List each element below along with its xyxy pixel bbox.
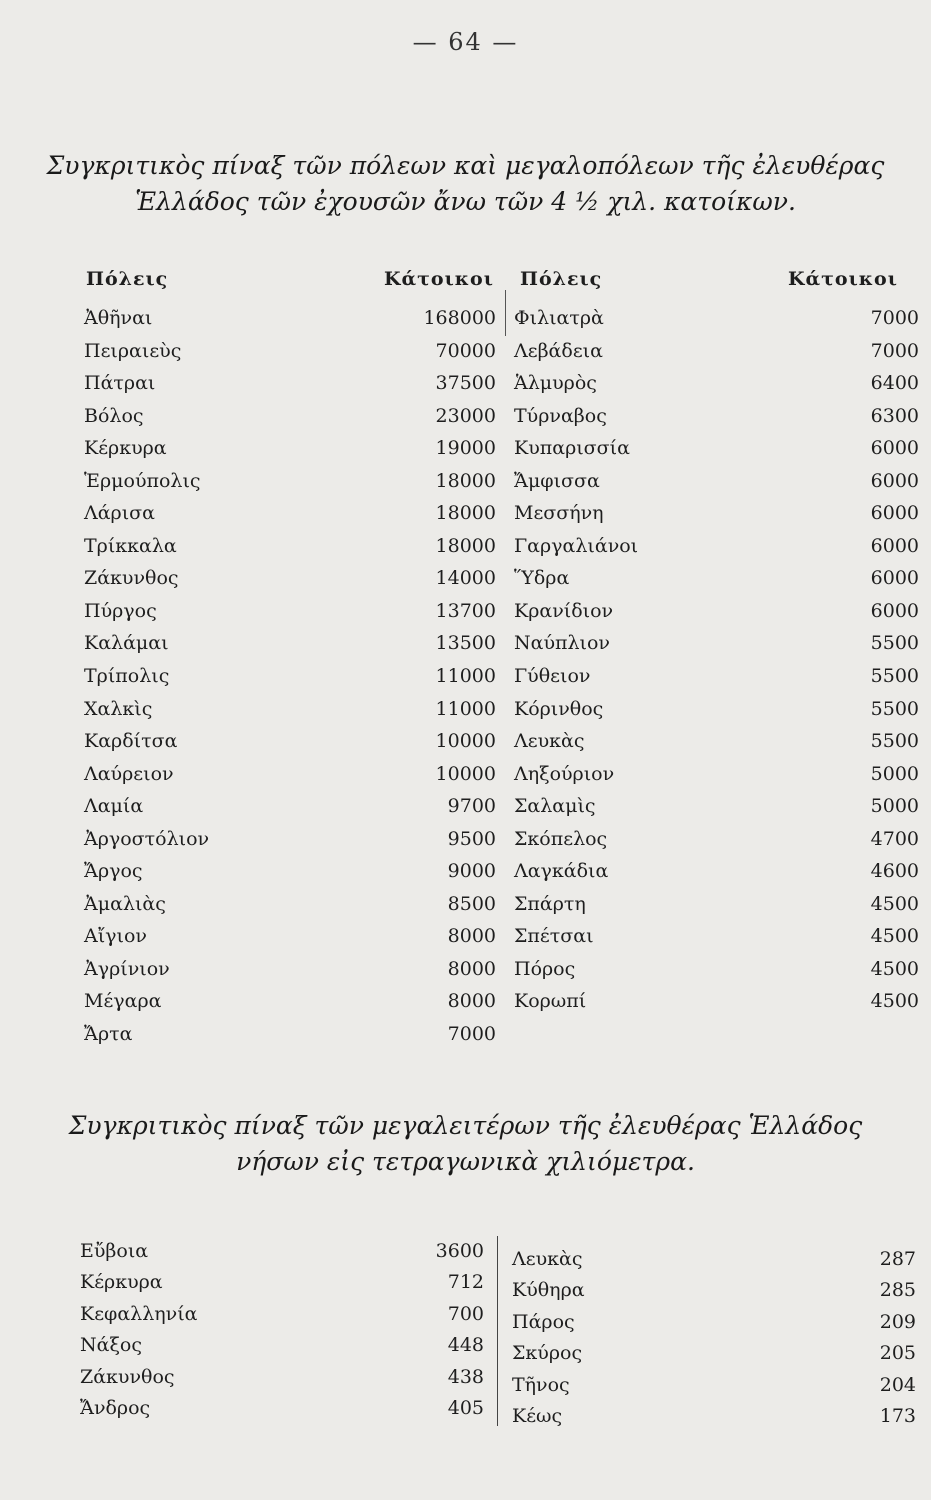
city-population: 8500: [447, 892, 496, 915]
table-row: [84, 790, 496, 823]
city-population: 5000: [870, 795, 919, 818]
city-name: Ἄρτα: [84, 1023, 133, 1046]
table-row: [80, 1236, 484, 1267]
city-population: 6000: [870, 599, 919, 622]
city-name: Ἄργος: [84, 860, 143, 883]
city-name: Ἀγρίνιον: [84, 957, 170, 980]
table-row: [80, 1330, 484, 1361]
table-row: [80, 1267, 484, 1298]
city-population: 6000: [870, 469, 919, 492]
table-row: [84, 660, 496, 693]
city-population: 168000: [423, 307, 496, 329]
header-cities-right: Πόλεις: [520, 268, 603, 290]
table-row: [84, 953, 496, 986]
table-row: [514, 823, 919, 856]
island-area: 205: [879, 1342, 916, 1365]
table-row: [514, 465, 919, 498]
cities-table-title: [0, 148, 931, 220]
islands-left-column: [80, 1236, 484, 1424]
table-row: [512, 1370, 916, 1401]
table-row: [514, 432, 919, 465]
table-row: [84, 758, 496, 791]
table-row: [514, 790, 919, 823]
city-population: 23000: [435, 404, 496, 427]
city-population: 5500: [870, 697, 919, 720]
table-row: [514, 335, 919, 368]
city-population: 19000: [435, 437, 496, 460]
city-population: 5500: [870, 730, 919, 753]
table-row: [514, 400, 919, 433]
table-row: [514, 920, 919, 953]
city-population: 8000: [447, 925, 496, 948]
island-name: Κεφαλληνία: [80, 1302, 198, 1325]
city-population: 37500: [435, 372, 496, 395]
city-name: Λεβάδεια: [514, 339, 603, 362]
city-population: 6400: [870, 372, 919, 395]
city-population: 18000: [435, 502, 496, 525]
table-row: [84, 595, 496, 628]
city-population: 9500: [447, 827, 496, 850]
city-population: 10000: [435, 730, 496, 753]
city-name: Φιλιατρὰ: [514, 307, 604, 329]
city-population: 18000: [435, 469, 496, 492]
cities-left-column: [84, 302, 496, 1051]
city-name: Σπάρτη: [514, 892, 586, 915]
table-row: [84, 855, 496, 888]
table-row: [80, 1299, 484, 1330]
island-name: Σκύρος: [512, 1342, 583, 1365]
header-population-right: Κάτοικοι: [788, 268, 898, 290]
table-row: [84, 530, 496, 563]
cities-table: [0, 268, 931, 1048]
table-row: [84, 1018, 496, 1051]
city-population: 4500: [870, 892, 919, 915]
table-row: [512, 1401, 916, 1432]
table-row: [514, 367, 919, 400]
city-name: Μέγαρα: [84, 990, 162, 1013]
table-row: [512, 1244, 916, 1275]
city-population: 4500: [870, 925, 919, 948]
city-name: Κέρκυρα: [84, 437, 167, 460]
island-area: 204: [879, 1373, 916, 1396]
island-name: Ἄνδρος: [80, 1396, 151, 1419]
city-population: 14000: [435, 567, 496, 590]
city-population: 11000: [435, 665, 496, 688]
table-row: [514, 660, 919, 693]
city-name: Καλάμαι: [84, 632, 169, 655]
city-name: Λαμία: [84, 795, 144, 818]
table-row: [514, 953, 919, 986]
table-row: [80, 1393, 484, 1424]
table-row: [514, 497, 919, 530]
island-area: 173: [879, 1404, 916, 1427]
column-divider: [497, 1236, 498, 1426]
table-row: [514, 985, 919, 1018]
table-row: [84, 562, 496, 595]
city-population: 4600: [870, 860, 919, 883]
city-population: 8000: [447, 990, 496, 1013]
island-area: 712: [447, 1271, 484, 1294]
city-population: 10000: [435, 762, 496, 785]
table-row: [84, 465, 496, 498]
table-row: [514, 530, 919, 563]
table-row: [514, 562, 919, 595]
city-name: Κόρινθος: [514, 697, 604, 720]
table-row: [84, 888, 496, 921]
island-area: 448: [447, 1334, 484, 1357]
city-name: Λαγκάδια: [514, 860, 609, 883]
city-population: 7000: [870, 307, 919, 329]
island-name: Τῆνος: [512, 1373, 570, 1396]
table-row: [84, 400, 496, 433]
table-row: [514, 855, 919, 888]
city-population: 6000: [870, 437, 919, 460]
city-population: 9700: [447, 795, 496, 818]
city-name: Τύρναβος: [514, 404, 607, 427]
city-name: Λευκὰς: [514, 730, 585, 753]
city-name: Ναύπλιον: [514, 632, 610, 655]
island-name: Πάρος: [512, 1310, 575, 1333]
table-row: [84, 693, 496, 726]
island-name: Ζάκυνθος: [80, 1365, 175, 1388]
island-name: Κύθηρα: [512, 1279, 585, 1302]
city-name: Τρίκκαλα: [84, 534, 177, 557]
table-row: [84, 725, 496, 758]
table-row: [514, 725, 919, 758]
city-name: Ἀθῆναι: [84, 307, 153, 329]
island-area: 405: [447, 1396, 484, 1419]
city-name: Χαλκὶς: [84, 697, 153, 720]
city-name: Ληξούριον: [514, 762, 615, 785]
city-population: 5500: [870, 632, 919, 655]
cities-title-line-1: Συγκριτικὸς πίναξ τῶν πόλεων καὶ μεγαλοπόλεων τῆς ἐλευθέρας: [46, 151, 885, 180]
city-name: Πύργος: [84, 599, 157, 622]
table-row: [514, 693, 919, 726]
city-name: Γύθειον: [514, 665, 591, 688]
table-row: [512, 1338, 916, 1369]
city-name: Τρίπολις: [84, 665, 170, 688]
city-name: Σαλαμὶς: [514, 795, 596, 818]
city-name: Ἑρμούπολις: [84, 469, 201, 492]
city-name: Καρδίτσα: [84, 730, 178, 753]
city-population: 4700: [870, 827, 919, 850]
cities-right-column: [514, 302, 919, 1018]
table-row: [84, 367, 496, 400]
city-name: Αἴγιον: [84, 925, 147, 948]
island-name: Εὔβοια: [80, 1240, 149, 1262]
city-name: Ἄμφισσα: [514, 469, 600, 492]
island-area: 700: [447, 1302, 484, 1325]
table-row: [84, 823, 496, 856]
table-row: [84, 335, 496, 368]
city-population: 11000: [435, 697, 496, 720]
city-name: Πειραιεὺς: [84, 339, 182, 362]
city-name: Ἁλμυρὸς: [514, 372, 597, 395]
island-name: Κέρκυρα: [80, 1271, 163, 1294]
table-row: [514, 595, 919, 628]
page-number: — 64 —: [412, 28, 519, 56]
islands-title-line-2: νήσων εἰς τετραγωνικὰ χιλιόμετρα.: [236, 1147, 695, 1176]
table-row: [84, 920, 496, 953]
city-population: 13500: [435, 632, 496, 655]
table-row: [514, 627, 919, 660]
column-divider: [505, 290, 506, 336]
city-name: Μεσσήνη: [514, 502, 604, 525]
islands-table-title: [0, 1108, 931, 1180]
island-area: 209: [879, 1310, 916, 1333]
city-name: Πάτραι: [84, 372, 156, 395]
city-name: Ἀργοστόλιον: [84, 827, 210, 850]
city-name: Λάρισα: [84, 502, 155, 525]
table-row: [514, 302, 919, 335]
table-row: [84, 985, 496, 1018]
table-row: [514, 888, 919, 921]
city-population: 9000: [447, 860, 496, 883]
table-row: [84, 432, 496, 465]
city-population: 6300: [870, 404, 919, 427]
city-population: 4500: [870, 990, 919, 1013]
header-cities-left: Πόλεις: [86, 268, 169, 290]
island-name: Λευκὰς: [512, 1248, 583, 1270]
city-population: 8000: [447, 957, 496, 980]
city-name: Κυπαρισσία: [514, 437, 630, 460]
table-row: [84, 627, 496, 660]
city-population: 70000: [435, 339, 496, 362]
header-population-left: Κάτοικοι: [384, 268, 494, 290]
island-name: Κέως: [512, 1404, 563, 1427]
city-name: Ὕδρα: [514, 567, 570, 590]
city-name: Λαύρειον: [84, 762, 174, 785]
table-row: [512, 1275, 916, 1306]
city-name: Βόλος: [84, 404, 144, 427]
islands-table: [0, 1236, 931, 1436]
island-name: Νάξος: [80, 1334, 143, 1357]
cities-title-line-2: Ἑλλάδος τῶν ἐχουσῶν ἄνω τῶν 4 ½ χιλ. κατοίκων.: [135, 187, 796, 216]
city-population: 6000: [870, 502, 919, 525]
city-name: Ἀμαλιὰς: [84, 892, 166, 915]
city-name: Κρανίδιον: [514, 599, 614, 622]
table-row: [80, 1362, 484, 1393]
table-row: [84, 302, 496, 335]
island-area: 285: [879, 1279, 916, 1302]
city-population: 13700: [435, 599, 496, 622]
city-population: 4500: [870, 957, 919, 980]
city-name: Πόρος: [514, 957, 576, 980]
city-population: 5000: [870, 762, 919, 785]
city-population: 18000: [435, 534, 496, 557]
city-population: 5500: [870, 665, 919, 688]
city-population: 7000: [447, 1023, 496, 1046]
city-name: Κορωπί: [514, 990, 587, 1013]
city-name: Ζάκυνθος: [84, 567, 179, 590]
city-population: 6000: [870, 567, 919, 590]
city-name: Σπέτσαι: [514, 925, 594, 948]
city-population: 7000: [870, 339, 919, 362]
table-row: [514, 758, 919, 791]
islands-right-column: [512, 1244, 916, 1432]
city-name: Σκόπελος: [514, 827, 608, 850]
islands-title-line-1: Συγκριτικὸς πίναξ τῶν μεγαλειτέρων τῆς ἐλευθέρας Ἑλλάδος: [68, 1111, 863, 1140]
city-population: 6000: [870, 534, 919, 557]
island-area: 287: [879, 1248, 916, 1270]
city-name: Γαργαλιάνοι: [514, 534, 639, 557]
island-area: 3600: [435, 1240, 484, 1262]
table-row: [512, 1307, 916, 1338]
table-row: [84, 497, 496, 530]
island-area: 438: [447, 1365, 484, 1388]
